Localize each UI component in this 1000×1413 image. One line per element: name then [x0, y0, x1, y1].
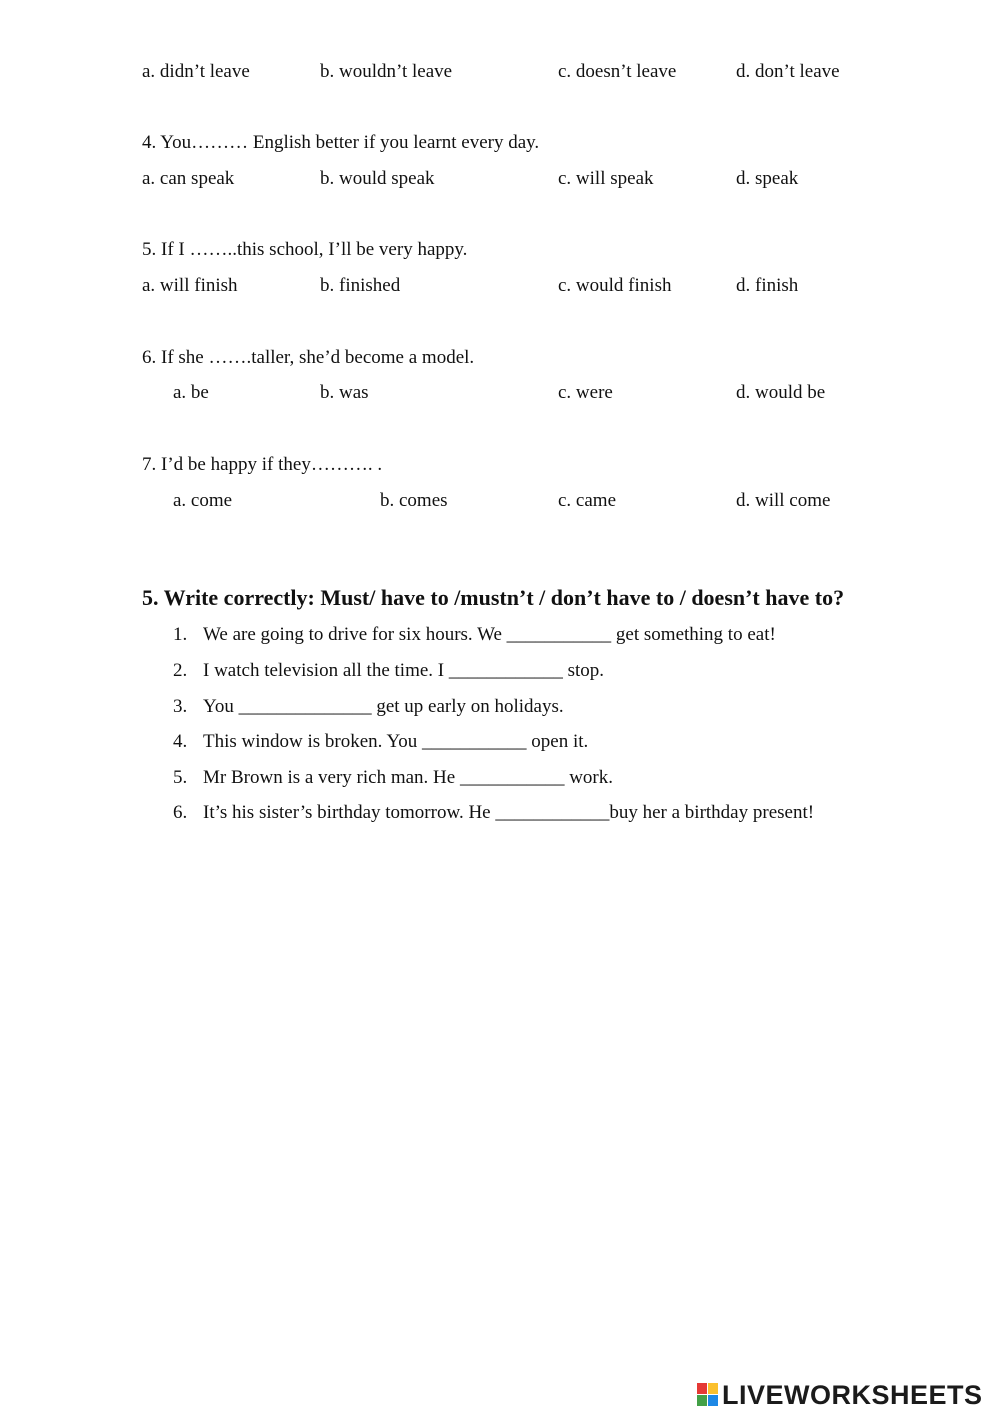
q7-option-a[interactable]: a. come	[173, 490, 233, 511]
item-text[interactable]: This window is broken. You ___________ open it.	[203, 731, 589, 752]
q7-option-b[interactable]: b. comes	[380, 490, 448, 511]
q3-option-c[interactable]: c. doesn’t leave	[558, 61, 677, 82]
q3-option-a[interactable]: a. didn’t leave	[142, 61, 250, 82]
liveworksheets-logo	[697, 1381, 983, 1409]
q5-text: 5. If I ……..this school, I’ll be very happy.	[142, 239, 468, 260]
item-text[interactable]: It’s his sister’s birthday tomorrow. He ____________buy her a birthday present!	[203, 802, 815, 823]
item-number: 4.	[173, 731, 188, 752]
item-number: 2.	[173, 660, 188, 681]
q6-option-c[interactable]: c. were	[558, 382, 613, 403]
item-number: 3.	[173, 696, 188, 717]
q7-text: 7. I’d be happy if they………. .	[142, 454, 383, 475]
q6-option-b[interactable]: b. was	[320, 382, 369, 403]
logo-square-red	[697, 1383, 707, 1394]
item-text[interactable]: You ______________ get up early on holidays.	[203, 696, 564, 717]
q6-option-d[interactable]: d. would be	[736, 382, 826, 403]
section-5-heading: 5. Write correctly: Must/ have to /mustn’t / don’t have to / doesn’t have to?	[142, 585, 845, 610]
q3-option-d[interactable]: d. don’t leave	[736, 61, 840, 82]
q4-text: 4. You……… English better if you learnt every day.	[142, 132, 540, 153]
item-text[interactable]: I watch television all the time. I ____________ stop.	[203, 660, 605, 681]
logo-square-blue	[708, 1395, 718, 1406]
q5-option-b[interactable]: b. finished	[320, 275, 401, 296]
logo-text: LIVEWORKSHEETS	[722, 1379, 983, 1410]
q5-option-a[interactable]: a. will finish	[142, 275, 238, 296]
q5-option-c[interactable]: c. would finish	[558, 275, 672, 296]
item-text[interactable]: Mr Brown is a very rich man. He ___________ work.	[203, 767, 614, 788]
logo-square-green	[697, 1395, 707, 1406]
q7-option-c[interactable]: c. came	[558, 490, 617, 511]
q4-option-c[interactable]: c. will speak	[558, 168, 654, 189]
item-number: 1.	[173, 624, 188, 645]
q3-option-b[interactable]: b. wouldn’t leave	[320, 61, 453, 82]
logo-square-yellow	[708, 1383, 718, 1394]
item-number: 6.	[173, 802, 188, 823]
logo-squares-icon	[697, 1383, 719, 1407]
q5-option-d[interactable]: d. finish	[736, 275, 799, 296]
q4-option-b[interactable]: b. would speak	[320, 168, 435, 189]
q4-option-a[interactable]: a. can speak	[142, 168, 235, 189]
item-text[interactable]: We are going to drive for six hours. We ___________ get something to eat!	[203, 624, 776, 645]
q7-option-d[interactable]: d. will come	[736, 490, 831, 511]
item-number: 5.	[173, 767, 188, 788]
q6-text: 6. If she …….taller, she’d become a model.	[142, 347, 475, 368]
q6-option-a[interactable]: a. be	[173, 382, 209, 403]
q4-option-d[interactable]: d. speak	[736, 168, 799, 189]
